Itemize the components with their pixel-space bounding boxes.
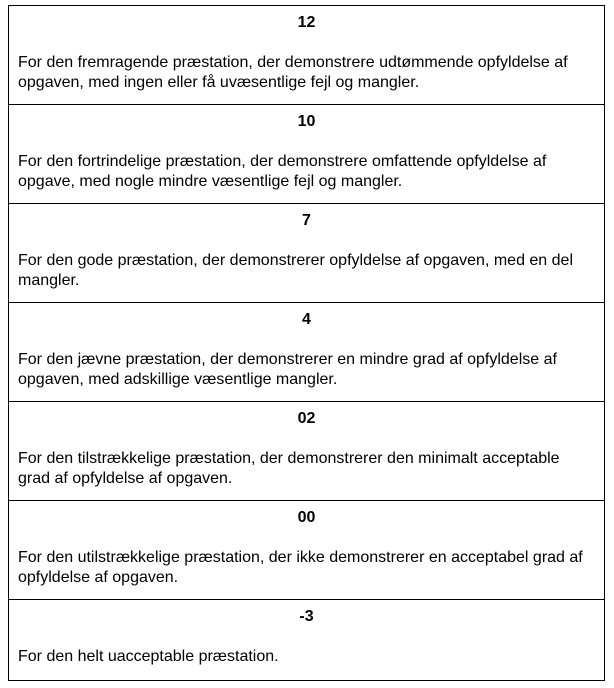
grade-row-12: [9, 6, 605, 105]
grade-value: 12: [297, 14, 316, 31]
grade-cell: [9, 600, 605, 681]
grade-value: -3: [299, 608, 314, 625]
grade-value: 10: [297, 113, 316, 130]
grade-description: For den utilstrækkelige præstation, der ikke demonstrerer en acceptabel grad af opfyldelse af opgaven.: [18, 549, 583, 586]
grade-value: 00: [297, 509, 316, 526]
grading-scale-table: [8, 5, 605, 681]
grade-row-10: [9, 105, 605, 204]
grade-description: For den helt uacceptable præstation.: [18, 648, 279, 665]
grade-value: 7: [302, 212, 311, 229]
grade-description: For den gode præstation, der demonstrerer opfyldelse af opgaven, med en del mangler.: [18, 252, 573, 289]
grade-value: 02: [297, 410, 316, 427]
grade-description: For den fremragende præstation, der demonstrere udtømmende opfyldelse af opgaven, med ingen eller få uvæsentlige fejl og mangler.: [18, 54, 568, 91]
grade-row-minus-3: [9, 600, 605, 681]
grade-description: For den fortrindelige præstation, der demonstrere omfattende opfyldelse af opgave, med nogle mindre væsentlige fejl og mangler.: [18, 153, 547, 190]
grade-row-02: [9, 402, 605, 501]
grade-cell: [9, 303, 605, 402]
grade-cell: [9, 6, 605, 105]
grade-cell: [9, 501, 605, 600]
grade-cell: [9, 402, 605, 501]
grade-value: 4: [302, 311, 311, 328]
grade-cell: [9, 204, 605, 303]
grade-row-00: [9, 501, 605, 600]
grade-row-7: [9, 204, 605, 303]
grade-description: For den tilstrækkelige præstation, der demonstrerer den minimalt acceptable grad af opfyldelse af opgaven.: [18, 450, 560, 487]
grade-cell: [9, 105, 605, 204]
grade-description: For den jævne præstation, der demonstrerer en mindre grad af opfyldelse af opgaven, med adskillige væsentlige mangler.: [18, 351, 557, 388]
grade-row-4: [9, 303, 605, 402]
